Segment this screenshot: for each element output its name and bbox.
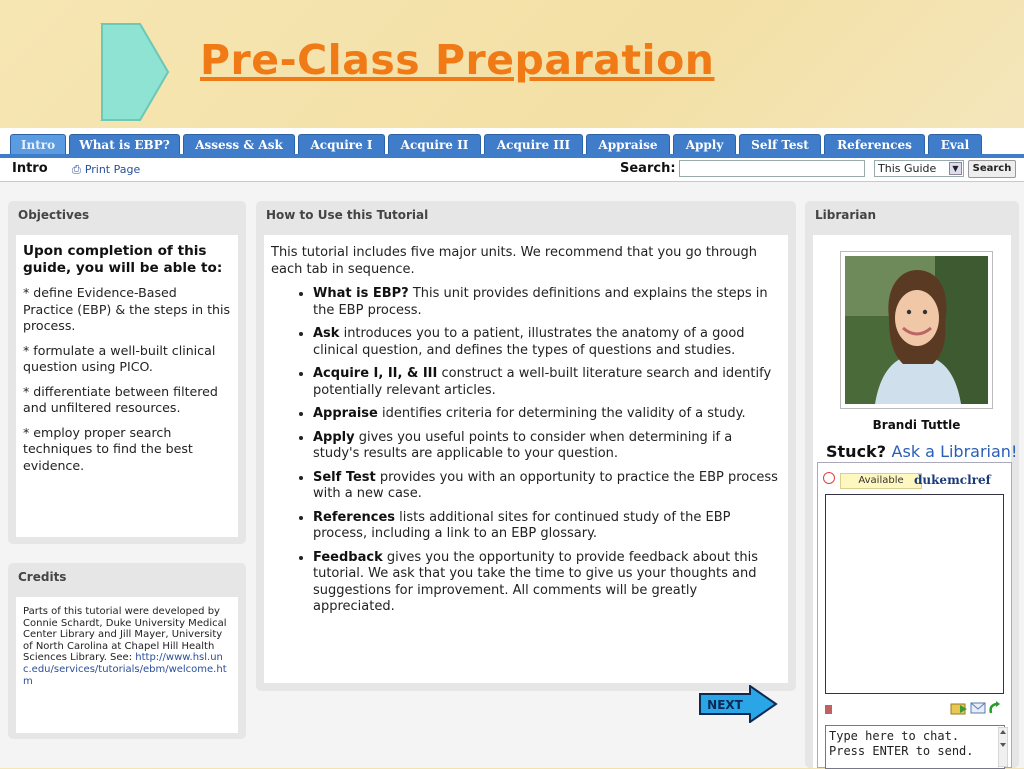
- objective-item: * differentiate between filtered and unfiltered resources.: [23, 383, 218, 415]
- chat-username: dukemclref: [914, 473, 991, 487]
- page-toolbar: [0, 154, 1024, 182]
- tab-appraise[interactable]: Appraise: [586, 134, 670, 154]
- objectives-body: [16, 235, 238, 537]
- unit-term: References: [313, 509, 396, 525]
- email-icon[interactable]: [970, 702, 986, 714]
- chevron-down-icon: ▼: [949, 162, 962, 175]
- objectives-heading: Objectives: [18, 208, 90, 222]
- objective-item: * formulate a well-built clinical question using PICO.: [23, 342, 216, 374]
- tutorial-unit-list: [271, 286, 781, 616]
- unit-term: Appraise: [313, 406, 378, 421]
- tab-self-test[interactable]: Self Test: [739, 134, 821, 154]
- page-name: Intro: [12, 161, 48, 176]
- tab-assess-ask[interactable]: Assess & Ask: [183, 134, 295, 154]
- tutorial-box: [256, 201, 796, 691]
- tutorial-heading: How to Use this Tutorial: [266, 208, 429, 222]
- list-item: [313, 286, 781, 319]
- tutorial-body: [264, 235, 788, 683]
- unit-term: Apply: [313, 429, 355, 445]
- next-label: NEXT: [707, 698, 743, 712]
- search-scope-value: This Guide: [878, 162, 937, 175]
- ask-librarian-link[interactable]: Ask a Librarian!: [891, 442, 1018, 461]
- print-page-link[interactable]: [72, 163, 140, 177]
- unit-desc: gives you useful points to consider when determining if a study's results are applicable to your question.: [313, 429, 733, 461]
- refresh-icon[interactable]: [988, 701, 1000, 715]
- list-item: [313, 550, 781, 616]
- tab-apply[interactable]: Apply: [673, 134, 736, 154]
- librarian-photo: [840, 251, 993, 409]
- next-button[interactable]: [698, 685, 778, 723]
- objective-item: * employ proper search techniques to find the best evidence.: [23, 424, 193, 473]
- tab-acquire-3[interactable]: Acquire III: [484, 134, 583, 154]
- tab-acquire-1[interactable]: Acquire I: [298, 134, 385, 154]
- chat-scrollbar[interactable]: [998, 727, 1008, 767]
- tab-what-is-ebp[interactable]: What is EBP?: [69, 134, 180, 154]
- tutorial-intro: This tutorial includes five major units. We recommend that you go through each tab in sequence.: [271, 245, 757, 277]
- print-page-label: Print Page: [84, 163, 141, 176]
- tab-acquire-2[interactable]: Acquire II: [388, 134, 481, 154]
- slide-title: Pre-Class Preparation: [200, 36, 715, 84]
- search-input[interactable]: [679, 160, 865, 177]
- stuck-ask-librarian: [826, 442, 1017, 461]
- chat-log: [825, 494, 1004, 694]
- unit-desc: This unit provides definitions and explains the steps in the EBP process.: [313, 286, 768, 318]
- stuck-label: Stuck?: [826, 442, 886, 461]
- chevron-right-icon: [100, 22, 170, 122]
- sound-icon[interactable]: [824, 703, 834, 715]
- list-item: [313, 326, 781, 359]
- tab-eval[interactable]: Eval: [928, 134, 982, 154]
- unit-desc: identifies criteria for determining the validity of a study.: [377, 406, 746, 421]
- chat-input[interactable]: Type here to chat. Press ENTER to send.: [825, 725, 1005, 769]
- tab-intro[interactable]: Intro: [10, 134, 66, 154]
- unit-desc: provides you with an opportunity to practice the EBP process with a new case.: [313, 469, 778, 501]
- credits-url-link[interactable]: http://www.hsl.unc.edu/services/tutorials/ebm/welcome.htm: [23, 652, 227, 687]
- tab-bar: [0, 128, 1024, 154]
- unit-desc: construct a well-built literature search and identify potentially relevant articles.: [313, 366, 772, 398]
- status-indicator-icon: [823, 472, 835, 484]
- credits-heading: Credits: [18, 570, 67, 584]
- list-item: [313, 510, 781, 543]
- unit-term: Ask: [313, 326, 340, 341]
- printer-icon: ⎙: [72, 163, 81, 176]
- unit-term: What is EBP?: [313, 286, 409, 301]
- credits-box: [8, 563, 246, 739]
- status-badge: Available: [840, 473, 922, 489]
- tab-references[interactable]: References: [824, 134, 925, 154]
- unit-term: Self Test: [313, 469, 376, 485]
- librarian-heading: Librarian: [815, 208, 877, 222]
- chat-widget: [817, 462, 1012, 768]
- unit-term: Feedback: [313, 549, 383, 565]
- search-label: Search:: [620, 161, 676, 176]
- search-button[interactable]: Search: [968, 160, 1016, 178]
- credits-text: Parts of this tutorial were developed by Connie Schardt, Duke University Medical Center Library and Jill Mayer, University of North Carolina at Chapel Hill Health Sciences Library. See:: [23, 606, 227, 664]
- unit-term: Acquire I, II, & III: [313, 366, 438, 381]
- folder-icon[interactable]: [950, 701, 968, 715]
- list-item: [313, 406, 781, 423]
- objective-item: * define Evidence-Based Practice (EBP) & the steps in this process.: [23, 285, 231, 333]
- list-item: [313, 430, 781, 463]
- librarian-portrait: [845, 256, 988, 404]
- unit-desc: gives you the opportunity to provide feedback about this tutorial. We ask that you take the time to give us your thoughts and suggestions for improvement. All comments will be greatly appreciated.: [313, 549, 759, 614]
- unit-desc: introduces you to a patient, illustrates the anatomy of a good clinical question, and defines the types of questions and studies.: [313, 326, 745, 358]
- search-scope-select[interactable]: [874, 160, 964, 177]
- credits-body: [16, 597, 238, 733]
- list-item: [313, 366, 781, 399]
- objectives-intro: Upon completion of this guide, you will be able to:: [23, 243, 223, 276]
- list-item: [313, 470, 781, 503]
- unit-desc: lists additional sites for continued study of the EBP process, including a link to an EBP glossary.: [313, 509, 731, 541]
- librarian-name: Brandi Tuttle: [872, 418, 961, 432]
- objectives-box: [8, 201, 246, 544]
